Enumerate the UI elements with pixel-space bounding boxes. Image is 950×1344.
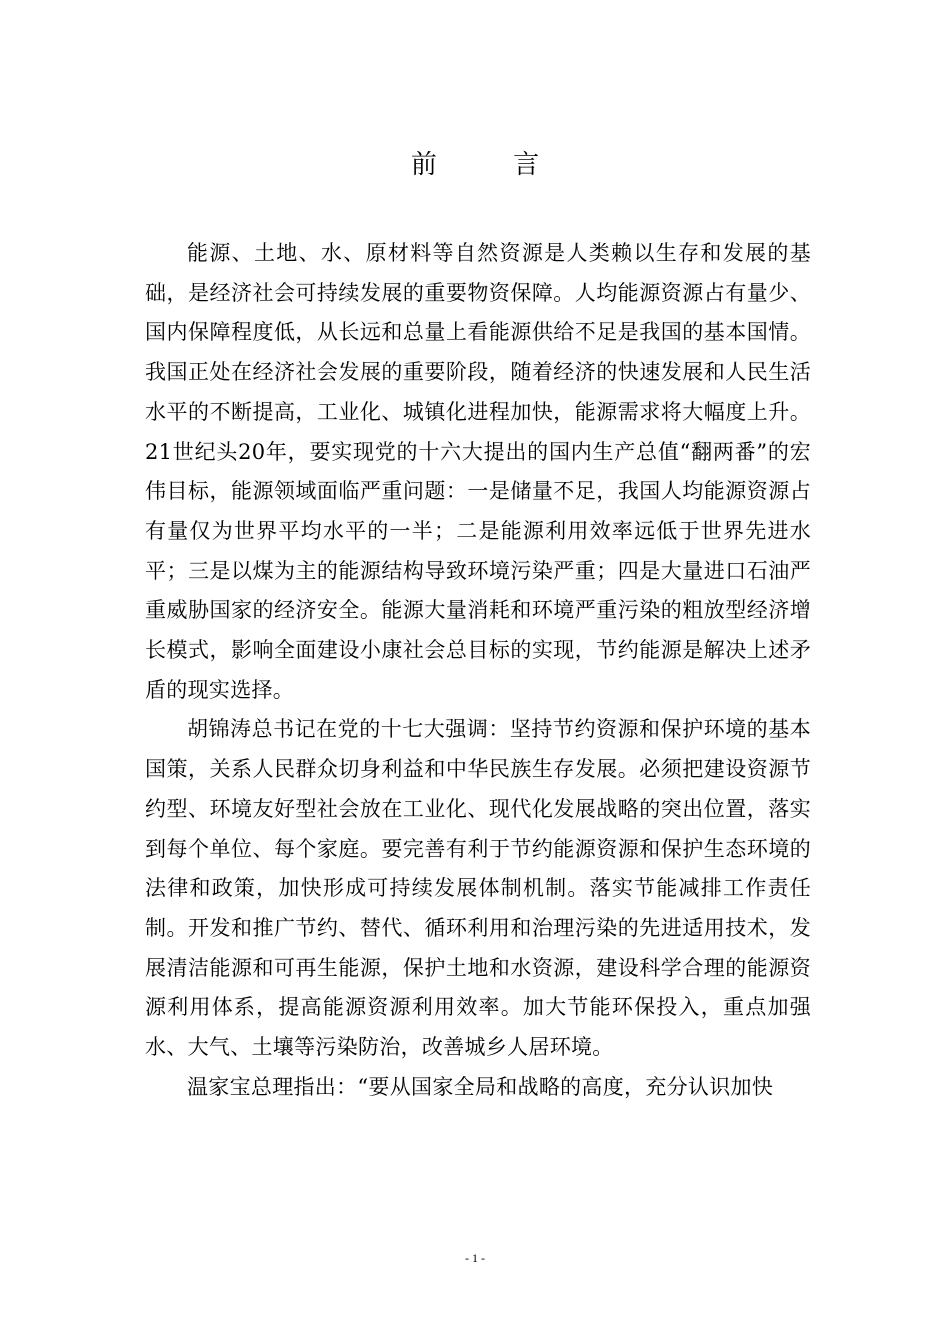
body-text	[145, 234, 811, 1107]
paragraph-3: 温家宝总理指出：“要从国家全局和战略的高度，充分认识加快	[187, 1074, 774, 1099]
page-number: - 1 -	[465, 1251, 485, 1265]
page-title: 前 言	[410, 150, 574, 180]
paragraph-1: 能源、土地、水、原材料等自然资源是人类赖以生存和发展的基础，是经济社会可持续发展的重要物资保障。人均能源资源占有量少、国内保障程度低，从长远和总量上看能源供给不足是我国的基本国情。我国正处在经济社会发展的重要阶段，随着经济的快速发展和人民生活水平的不断提高，工业化、城镇化进程加快，能源需求将大幅度上升。21世纪头20年，要实现党的十六大提出的国内生产总值“翻两番”的宏伟目标，能源领域面临严重问题：一是储量不足，我国人均能源资源占有量仅为世界平均水平的一半；二是能源利用效率远低于世界先进水平；三是以煤为主的能源结构导致环境污染严重；四是大量进口石油严重威胁国家的经济安全。能源大量消耗和环境严重污染的粗放型经济增长模式，影响全面建设小康社会总目标的实现，节约能源是解决上述矛盾的现实选择。	[145, 241, 811, 702]
paragraph-2: 胡锦涛总书记在党的十七大强调：坚持节约资源和保护环境的基本国策，关系人民群众切身利益和中华民族生存发展。必须把建设资源节约型、环境友好型社会放在工业化、现代化发展战略的突出位置，落实到每个单位、每个家庭。要完善有利于节约能源资源和保护生态环境的法律和政策，加快形成可持续发展体制机制。落实节能减排工作责任制。开发和推广节约、替代、循环利用和治理污染的先进适用技术，发展清洁能源和可再生能源，保护土地和水资源，建设科学合理的能源资源利用体系，提高能源资源利用效率。加大节能环保投入，重点加强水、大气、土壤等污染防治，改善城乡人居环境。	[145, 717, 811, 1060]
